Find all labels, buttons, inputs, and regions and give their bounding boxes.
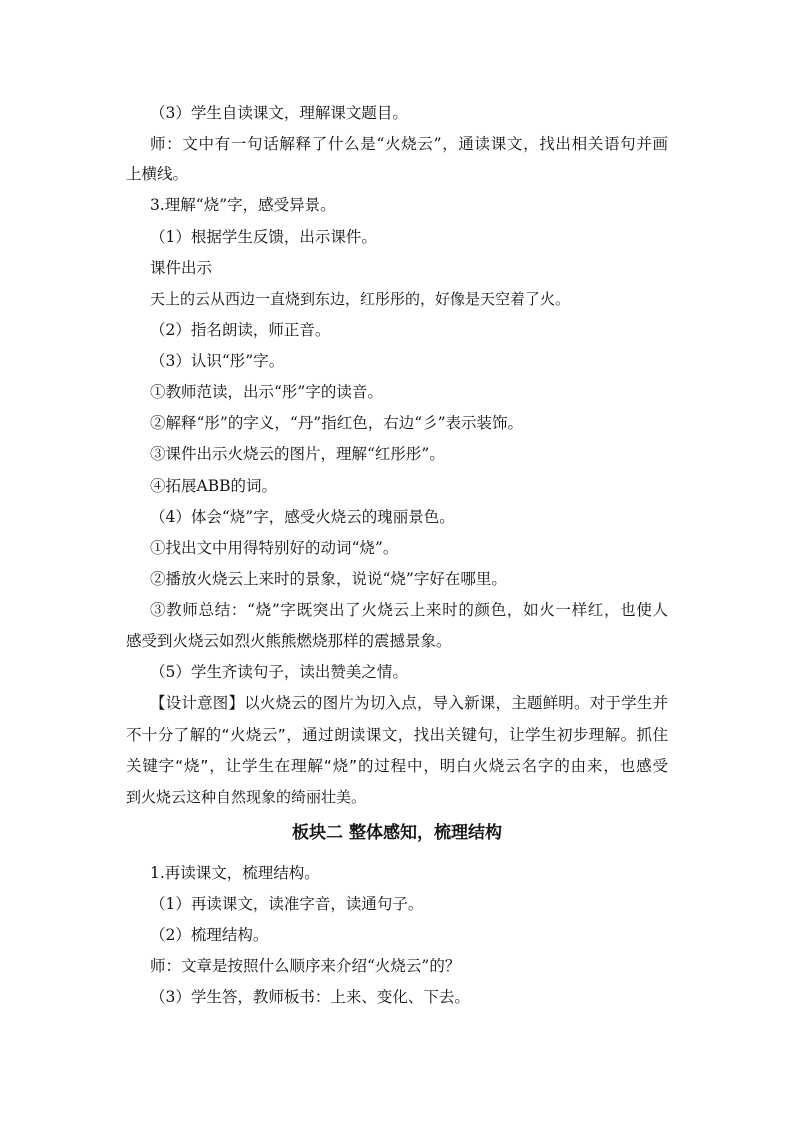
text-line-1: （3）学生自读课文，理解课文题目。 bbox=[150, 104, 408, 122]
text-line-16: ②播放火烧云上来时的景象，说说“烧”字好在哪里。 bbox=[150, 570, 507, 588]
text-line-11: ②解释“彤”的字义，“丹”指红色，右边“彡”表示装饰。 bbox=[150, 414, 524, 432]
text-line-18: 感受到火烧云如烈火熊熊燃烧那样的震撼景象。 bbox=[126, 632, 452, 650]
courseware-quote: 天上的云从西边一直烧到东边，红彤彤的，好像是天空着了火。 bbox=[150, 290, 571, 308]
text-line-10: ①教师范读，出示“彤”字的读音。 bbox=[150, 383, 383, 401]
text-line-2: 师：文中有一句话解释了什么是“火烧云”，通读课文，找出相关语句并画 bbox=[150, 135, 669, 153]
text-line-27: （2）梳理结构。 bbox=[150, 926, 269, 944]
design-intent-line-3: 关键字“烧”，让学生在理解“烧”的过程中，明白火烧云名字的由来，也感受 bbox=[126, 757, 669, 775]
text-line-5: （1）根据学生反馈，出示课件。 bbox=[150, 228, 377, 246]
design-intent-line-1: 【设计意图】以火烧云的图片为切入点，导入新课，主题鲜明。对于学生并 bbox=[150, 694, 669, 712]
text-line-13: ④拓展ABB的词。 bbox=[150, 477, 277, 495]
text-line-25: 1.再读课文，梳理结构。 bbox=[150, 864, 320, 882]
text-line-15: ①找出文中用得特别好的动词“烧”。 bbox=[150, 539, 399, 557]
design-intent-line-2: 不十分了解的“火烧云”，通过朗读课文，找出关键句，让学生初步理解。抓住 bbox=[126, 726, 669, 744]
text-line-29: （3）学生答，教师板书：上来、变化、下去。 bbox=[150, 988, 470, 1006]
design-intent-line-4: 到火烧云这种自然现象的绮丽壮美。 bbox=[126, 788, 367, 806]
text-line-26: （1）再读课文，读准字音，读通句子。 bbox=[150, 895, 424, 913]
text-line-14: （4）体会“烧”字，感受火烧云的瑰丽景色。 bbox=[150, 508, 455, 526]
text-line-8: （2）指名朗读，师正音。 bbox=[150, 321, 331, 339]
text-line-4: 3.理解“烧”字，感受异景。 bbox=[150, 196, 336, 214]
courseware-label: 课件出示 bbox=[150, 259, 213, 277]
text-line-12: ③课件出示火烧云的图片，理解“红彤彤”。 bbox=[150, 445, 445, 463]
text-line-17: ③教师总结：“烧”字既突出了火烧云上来时的颜色，如火一样红，也使人 bbox=[150, 601, 669, 619]
text-line-28: 师：文章是按照什么顺序来介绍“火烧云”的？ bbox=[150, 957, 461, 975]
section-title: 板块二 整体感知，梳理结构 bbox=[292, 823, 502, 843]
text-line-19: （5）学生齐读句子，读出赞美之情。 bbox=[150, 663, 408, 681]
text-line-3: 上横线。 bbox=[126, 165, 189, 183]
text-line-9: （3）认识“彤”字。 bbox=[150, 352, 285, 370]
